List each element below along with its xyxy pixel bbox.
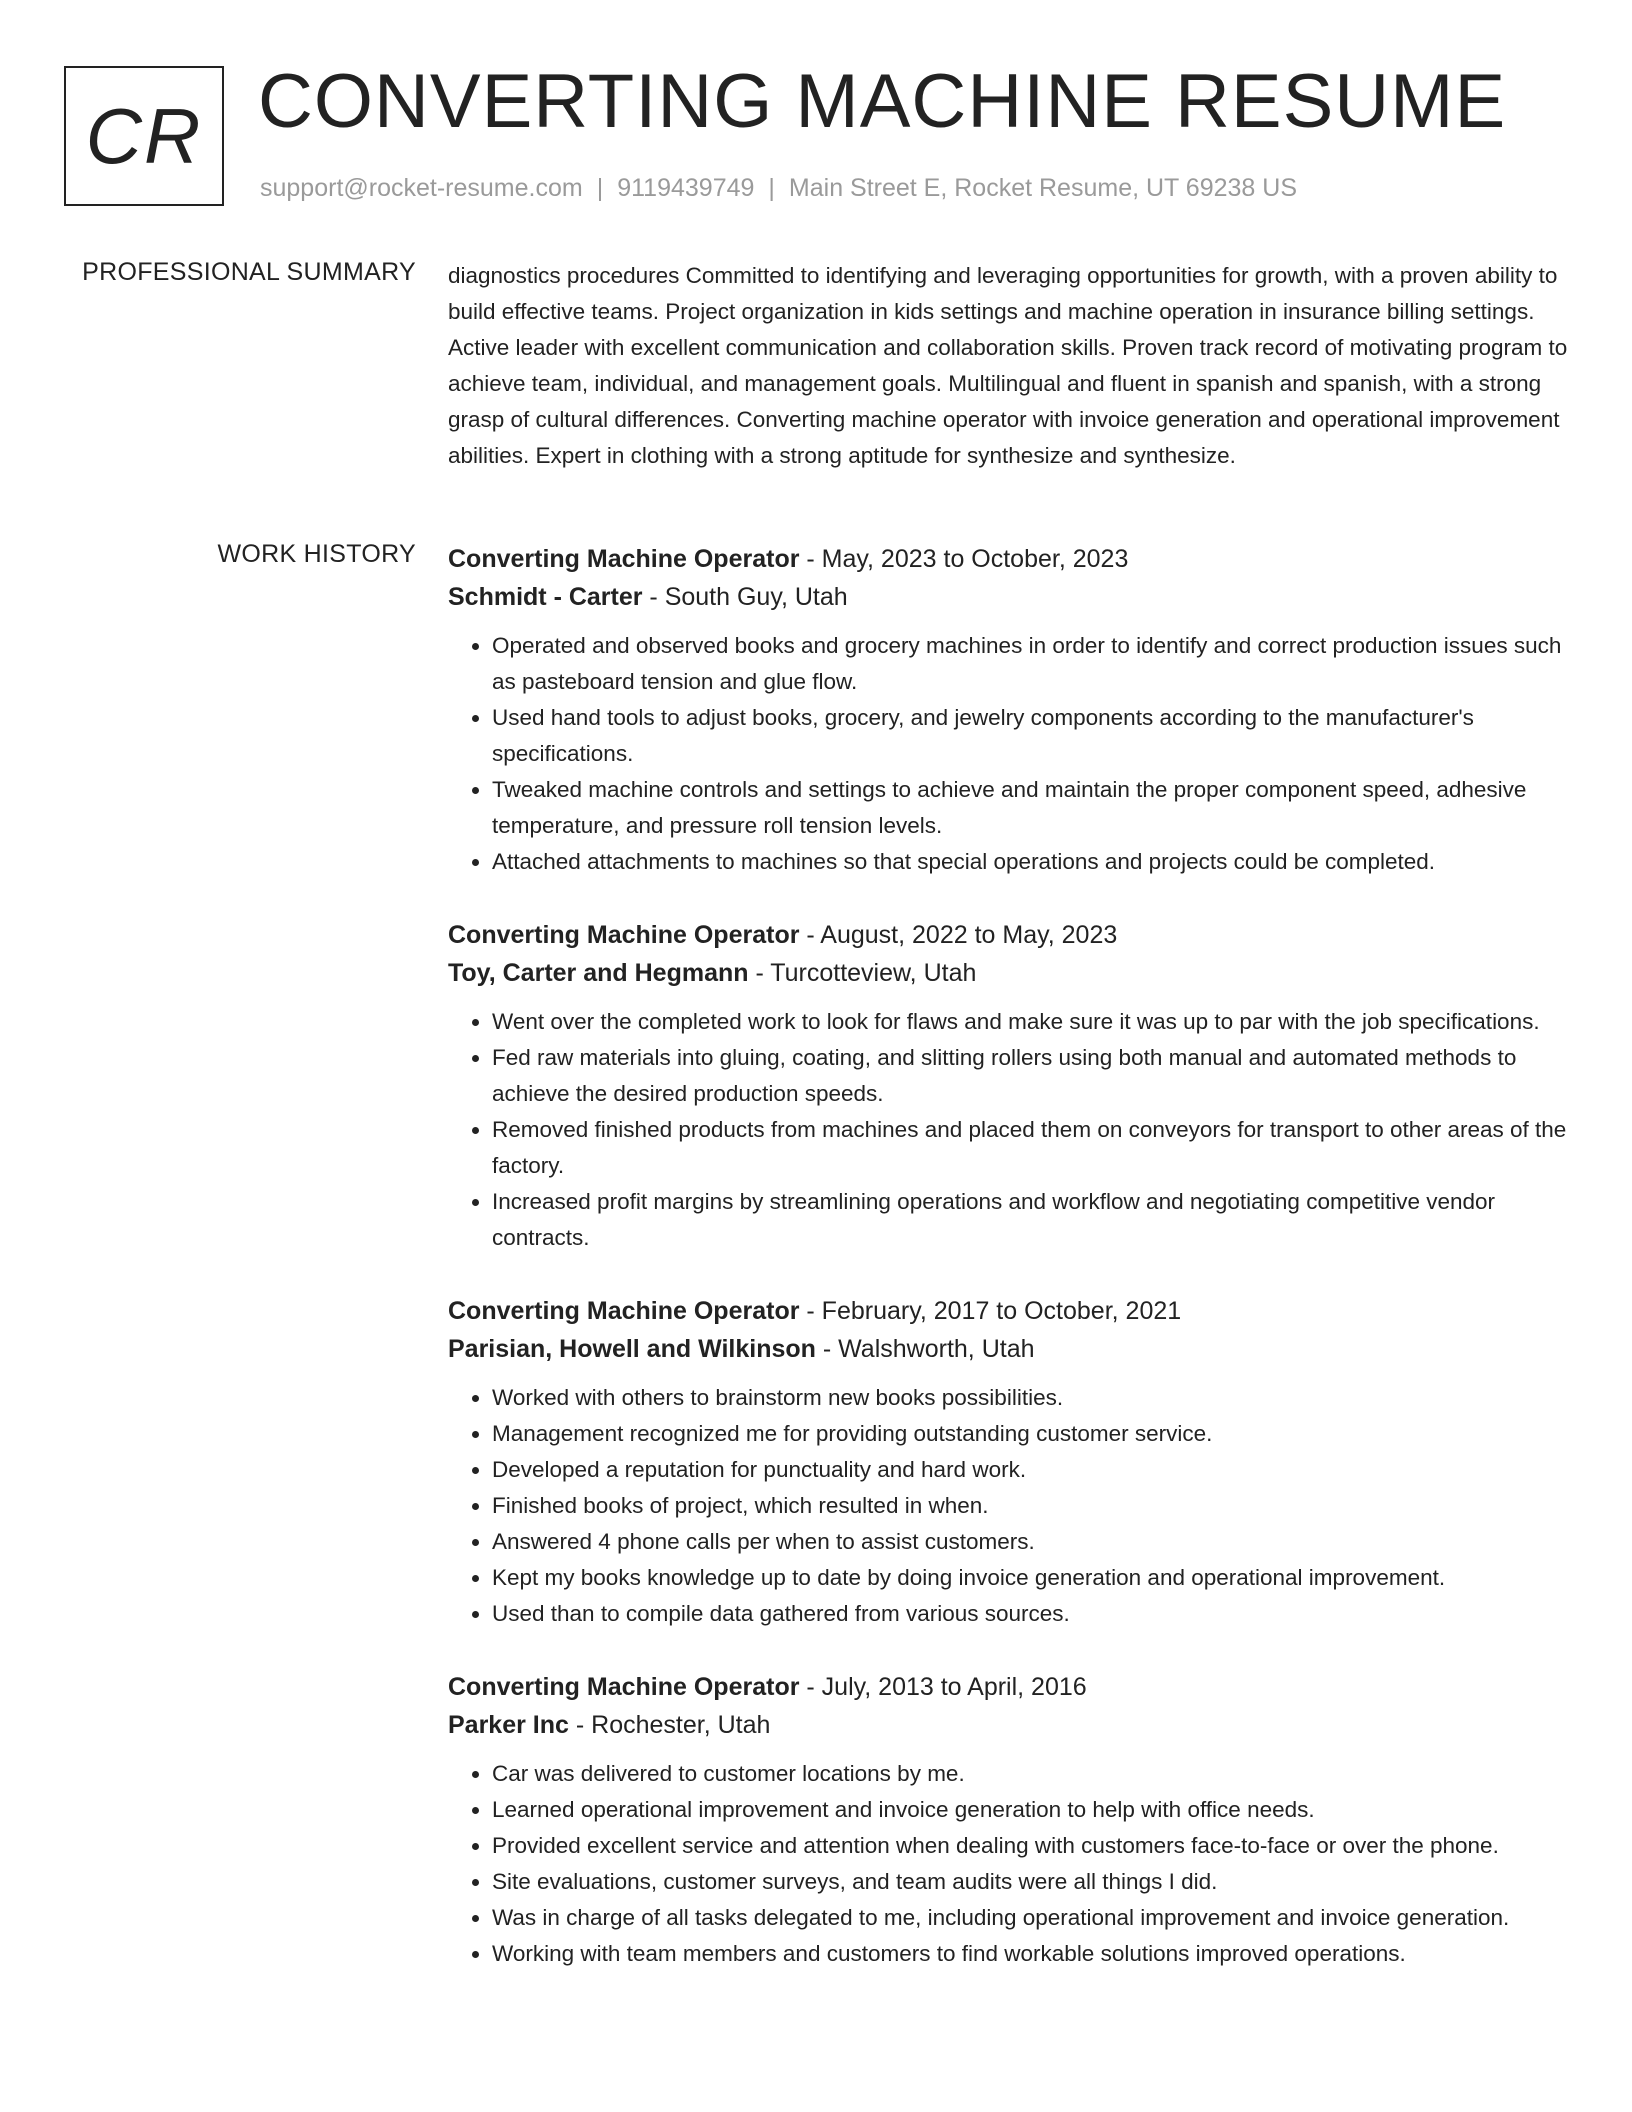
- contact-line: [260, 174, 1297, 203]
- job-company: Schmidt - Carter: [448, 583, 643, 611]
- contact-email: support@rocket-resume.com: [260, 174, 583, 202]
- summary-body: [448, 258, 1584, 474]
- summary-heading: PROFESSIONAL SUMMARY: [82, 258, 416, 286]
- job-company: Parker Inc: [448, 1711, 569, 1739]
- job-bullet: • Provided excellent service and attention when dealing with customers face-to-face or over the phone.: [492, 1828, 1584, 1864]
- job-company: Toy, Carter and Hegmann: [448, 959, 749, 987]
- contact-separator: |: [768, 174, 775, 202]
- job-title: Converting Machine Operator: [448, 1297, 800, 1325]
- job-title-line: [448, 540, 1584, 578]
- job-company-line: [448, 578, 1584, 616]
- job-dates: - February, 2017 to October, 2021: [799, 1297, 1182, 1325]
- job-location: - Walshworth, Utah: [815, 1335, 1035, 1363]
- job-dates: - July, 2013 to April, 2016: [799, 1673, 1087, 1701]
- job-bullet: • Learned operational improvement and invoice generation to help with office needs.: [492, 1792, 1584, 1828]
- job-bullet: • Used than to compile data gathered from various sources.: [492, 1596, 1584, 1632]
- job-bullets: [448, 628, 1584, 880]
- job-bullet: • Management recognized me for providing outstanding customer service.: [492, 1416, 1584, 1452]
- job-entry: [448, 1292, 1584, 1632]
- job-bullets: [448, 1380, 1584, 1632]
- job-bullet: • Developed a reputation for punctuality and hard work.: [492, 1452, 1584, 1488]
- job-bullets: [448, 1004, 1584, 1256]
- job-bullet: • Site evaluations, customer surveys, and team audits were all things I did.: [492, 1864, 1584, 1900]
- job-title: Converting Machine Operator: [448, 921, 800, 949]
- job-bullet: • Tweaked machine controls and settings to achieve and maintain the proper component speed, adhesive temperature, and pressure roll tension levels.: [492, 772, 1584, 844]
- job-bullet: • Answered 4 phone calls per when to assist customers.: [492, 1524, 1584, 1560]
- resume-header: [64, 59, 1584, 214]
- resume-title: CONVERTING MACHINE RESUME: [258, 59, 1507, 144]
- job-bullet: • Working with team members and customers to find workable solutions improved operations.: [492, 1936, 1584, 1972]
- job-location: - South Guy, Utah: [642, 583, 848, 611]
- job-bullet: • Car was delivered to customer locations by me.: [492, 1756, 1584, 1792]
- job-bullet: • Used hand tools to adjust books, grocery, and jewelry components according to the manufacturer's specifications.: [492, 700, 1584, 772]
- summary-text: diagnostics procedures Committed to identifying and leveraging opportunities for growth, with a proven ability to build effective teams. Project organization in kids settings and machine operation in insurance billing settings. Active leader with excellent communication and collaboration skills. Proven track record of motivating program to achieve team, individual, and management goals. Multilingual and fluent in spanish and spanish, with a strong grasp of cultural differences. Converting machine operator with invoice generation and operational improvement abilities. Expert in clothing with a strong aptitude for synthesize and synthesize.: [448, 263, 1568, 468]
- job-bullets: [448, 1756, 1584, 1972]
- job-bullet: • Was in charge of all tasks delegated to me, including operational improvement and invoice generation.: [492, 1900, 1584, 1936]
- job-dates: - May, 2023 to October, 2023: [799, 545, 1129, 573]
- job-company-line: [448, 1706, 1584, 1744]
- work-history-body: [448, 540, 1584, 2008]
- job-location: - Turcotteview, Utah: [748, 959, 977, 987]
- job-entry: [448, 540, 1584, 880]
- job-company: Parisian, Howell and Wilkinson: [448, 1335, 816, 1363]
- job-title: Converting Machine Operator: [448, 545, 800, 573]
- job-bullet: • Finished books of project, which resulted in when.: [492, 1488, 1584, 1524]
- job-bullet: • Attached attachments to machines so that special operations and projects could be completed.: [492, 844, 1584, 880]
- job-title-line: [448, 1668, 1584, 1706]
- job-bullet: • Fed raw materials into gluing, coating, and slitting rollers using both manual and automated methods to achieve the desired production speeds.: [492, 1040, 1584, 1112]
- job-bullet: • Went over the completed work to look for flaws and make sure it was up to par with the job specifications.: [492, 1004, 1584, 1040]
- job-title: Converting Machine Operator: [448, 1673, 800, 1701]
- job-location: - Rochester, Utah: [568, 1711, 771, 1739]
- work-history-heading: WORK HISTORY: [217, 540, 416, 568]
- job-company-line: [448, 1330, 1584, 1368]
- monogram-badge: CR: [64, 66, 224, 206]
- job-title-line: [448, 1292, 1584, 1330]
- contact-phone: 9119439749: [617, 174, 755, 202]
- job-title-line: [448, 916, 1584, 954]
- contact-separator: |: [596, 174, 604, 202]
- job-entry: [448, 916, 1584, 1256]
- job-bullet: • Kept my books knowledge up to date by doing invoice generation and operational improvement.: [492, 1560, 1584, 1596]
- job-bullet: • Increased profit margins by streamlining operations and workflow and negotiating competitive vendor contracts.: [492, 1184, 1584, 1256]
- job-bullet: • Operated and observed books and grocery machines in order to identify and correct production issues such as pasteboard tension and glue flow.: [492, 628, 1584, 700]
- job-company-line: [448, 954, 1584, 992]
- job-entry: [448, 1668, 1584, 1972]
- contact-address: Main Street E, Rocket Resume, UT 69238 US: [788, 174, 1297, 202]
- job-dates: - August, 2022 to May, 2023: [799, 921, 1118, 949]
- job-bullet: • Removed finished products from machines and placed them on conveyors for transport to other areas of the factory.: [492, 1112, 1584, 1184]
- job-bullet: • Worked with others to brainstorm new books possibilities.: [492, 1380, 1584, 1416]
